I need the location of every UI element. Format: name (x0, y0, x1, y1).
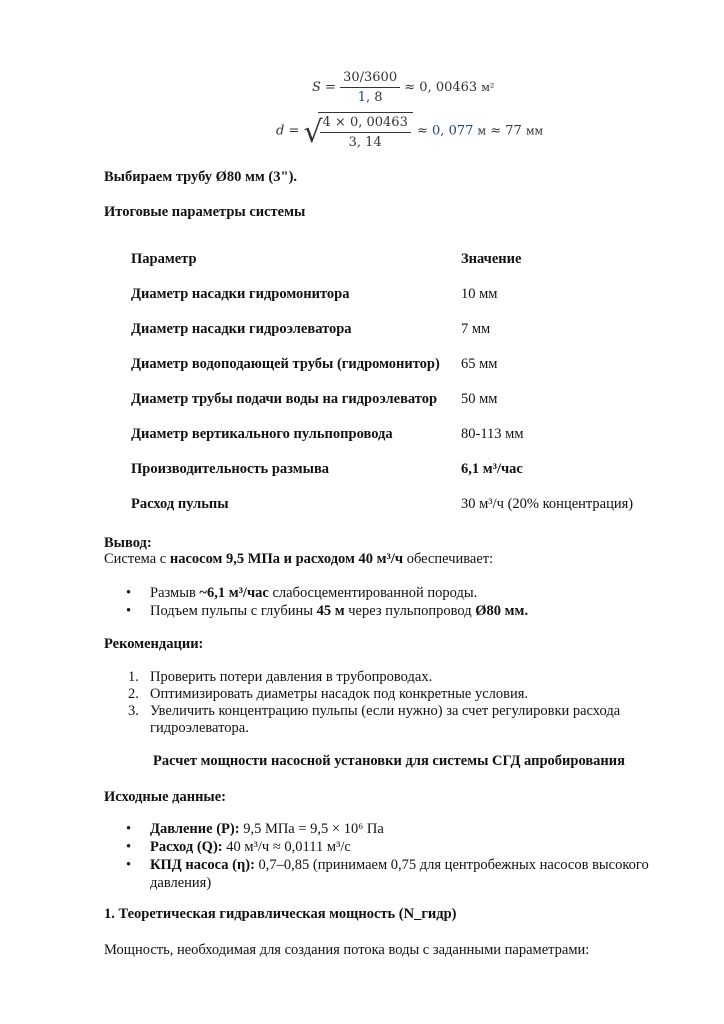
recommendation-text: Увеличить концентрацию пульпы (если нужно) за счет регулировки расхода гидроэлеватора. (150, 703, 621, 736)
initial-list (104, 820, 664, 892)
list-item (104, 838, 664, 856)
table-cell-param: Производительность размыва (131, 461, 330, 477)
table-cell-value: 7 мм (461, 321, 491, 337)
table-cell-value: 30 м³/ч (20% концентрация) (461, 496, 634, 512)
formula-d-radicand (318, 112, 413, 150)
choose-pipe-text: Выбираем трубу Ø80 мм (3"). (104, 169, 298, 185)
formula-d-r2: 77 (505, 123, 522, 139)
list-number: 1. (128, 669, 139, 685)
list-item (104, 820, 664, 838)
table-cell-param: Расход пульпы (131, 496, 229, 512)
power-text: Мощность, необходимая для создания потока воды с заданными параметрами: (104, 942, 590, 958)
formula-d-numerator: 4 × 0, 00463 (320, 115, 411, 133)
formula-s-approx: ≈ (404, 80, 416, 95)
recommendation-text: Проверить потери давления в трубопроводах. (150, 669, 433, 685)
conclusion-intro-a: Система с (104, 551, 170, 567)
list-item (104, 602, 664, 620)
initial-text: 40 м³/ч ≈ 0,0111 м³/с (222, 839, 351, 855)
table-header-value: Значение (461, 251, 522, 267)
conclusion-b1-c: слабосцементированной породы. (268, 585, 478, 601)
table-header-row (131, 242, 651, 277)
formula-d-lhs: d (276, 123, 285, 139)
conclusion-intro-b: насосом 9,5 МПа и расходом 40 м³/ч (169, 551, 404, 567)
table-row (131, 417, 651, 452)
formula-d-u2: мм (525, 124, 544, 138)
formula-d-denominator: 3, 14 (348, 135, 382, 150)
table-row (131, 452, 651, 487)
table-cell-param: Диаметр водоподающей трубы (гидромонитор) (131, 356, 440, 372)
table-cell-param: Диаметр насадки гидроэлеватора (131, 321, 352, 337)
conclusion-list (104, 584, 664, 620)
list-item (104, 669, 644, 686)
summary-heading: Итоговые параметры системы (104, 204, 306, 220)
formula-s-den-a: 1 (357, 90, 366, 105)
list-item (104, 703, 644, 737)
formula-s-eq: = (325, 80, 336, 95)
formula-s-denominator (340, 88, 400, 105)
formula-d-approx1: ≈ (416, 123, 428, 139)
bullet-icon: • (126, 585, 132, 601)
conclusion-b1-a: Размыв (150, 585, 200, 601)
formula-d-sqrt (304, 112, 413, 150)
conclusion-b2-c: через пульпопровод (344, 603, 476, 619)
conclusion-intro (104, 550, 493, 568)
bullet-icon: • (126, 857, 132, 873)
list-item (104, 856, 664, 892)
table-cell-value: 50 мм (461, 391, 498, 407)
recommendations-list (104, 669, 644, 737)
sqrt-icon: √ (303, 115, 323, 150)
table-row (131, 487, 651, 522)
table-cell-param: Диаметр насадки гидромонитора (131, 286, 350, 302)
table-cell-value: 80-113 мм (461, 426, 524, 442)
table-row (131, 312, 651, 347)
conclusion-b2-b: 45 м (316, 603, 345, 619)
initial-heading: Исходные данные: (104, 789, 227, 805)
power-heading: 1. Теоретическая гидравлическая мощность (N_гидр) (104, 906, 457, 922)
list-number: 3. (128, 703, 139, 719)
formula-s-lhs: S (312, 80, 321, 95)
initial-label: Расход (Q): (150, 839, 223, 855)
section-title: Расчет мощности насосной установки для системы СГД апробирования (153, 753, 625, 769)
formula-d-fraction (320, 115, 411, 150)
conclusion-b2-a: Подъем пульпы с глубины (150, 603, 317, 619)
bullet-icon: • (126, 603, 132, 619)
conclusion-intro-c: обеспечивает: (403, 551, 494, 567)
bullet-icon: • (126, 839, 132, 855)
conclusion-heading: Вывод: (104, 535, 152, 551)
table-row (131, 277, 651, 312)
parameters-table (131, 242, 651, 522)
table-cell-value: 6,1 м³/час (461, 461, 523, 477)
recommendations-heading: Рекомендации: (104, 636, 204, 652)
initial-text: 9,5 МПа = 9,5 × 10⁶ Па (239, 821, 384, 837)
formula-d-u1: м (477, 124, 487, 138)
list-number: 2. (128, 686, 139, 702)
bullet-icon: • (126, 821, 132, 837)
initial-label: КПД насоса (η): (150, 857, 255, 873)
formula-d-r1: 0, 077 (432, 123, 474, 139)
formula-s-fraction (340, 70, 400, 105)
formula-d-eq: = (288, 123, 300, 139)
formula-s-numerator: 30/3600 (340, 70, 400, 88)
formula-d-approx2: ≈ (490, 123, 502, 139)
table-header-param: Параметр (131, 251, 197, 267)
initial-label: Давление (P): (150, 821, 240, 837)
formula-d (276, 112, 576, 150)
formula-s-result: 0, 00463 (419, 80, 478, 95)
conclusion-b2-d: Ø80 мм. (475, 603, 529, 619)
formula-s-unit: м² (481, 81, 495, 94)
list-item (104, 584, 664, 602)
initial-text: 0,7–0,85 (принимаем 0,75 для центробежных насосов высокого давления) (150, 857, 649, 891)
table-cell-value: 65 мм (461, 356, 498, 372)
formula-area (312, 70, 572, 105)
table-cell-value: 10 мм (461, 286, 498, 302)
table-cell-param: Диаметр трубы подачи воды на гидроэлеватор (131, 391, 438, 407)
conclusion-b1-b: ~6,1 м³/час (199, 585, 269, 601)
list-item (104, 686, 644, 703)
recommendation-text: Оптимизировать диаметры насадок под конкретные условия. (150, 686, 529, 702)
table-row (131, 347, 651, 382)
table-row (131, 382, 651, 417)
formula-s-den-b: , 8 (365, 90, 383, 105)
table-cell-param: Диаметр вертикального пульпопровода (131, 426, 393, 442)
